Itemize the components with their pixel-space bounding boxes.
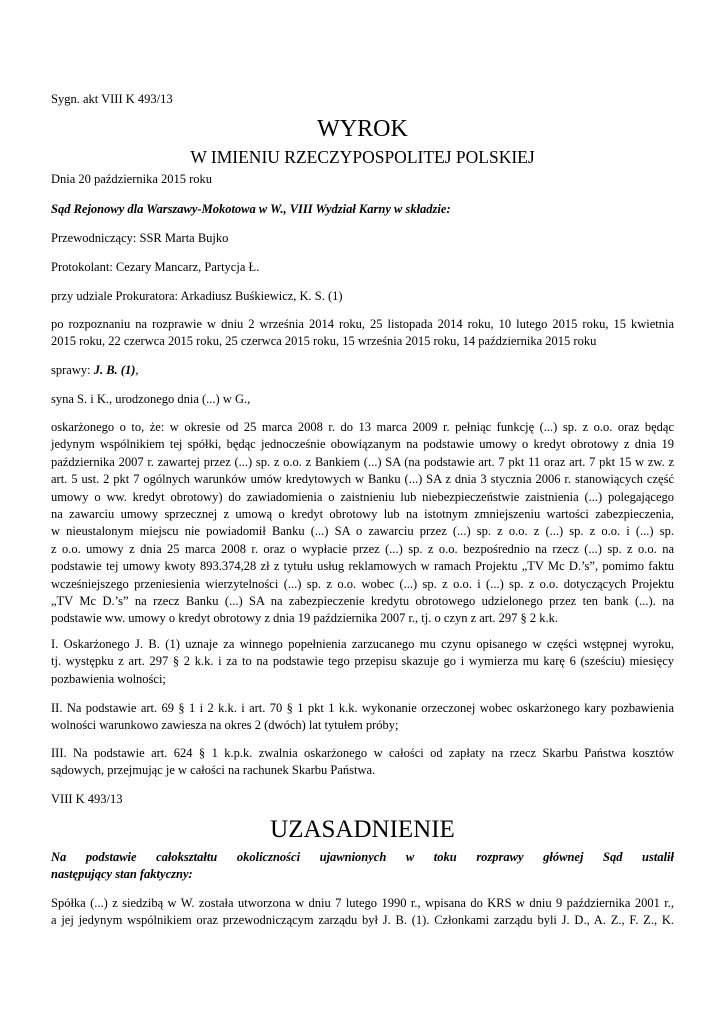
justification-signature: VIII K 493/13 bbox=[51, 792, 123, 806]
court-composition: Sąd Rejonowy dla Warszawy-Mokotowa w W., VIII Wydział Karny w składzie: bbox=[51, 202, 451, 216]
case-of-label: sprawy: bbox=[51, 363, 91, 377]
hearing-dates-line: po rozpoznaniu na rozprawie w dniu 2 września 2014 roku, 25 listopada 2014 roku, 10 lutego 2015 roku, 15 kwietnia bbox=[51, 317, 674, 331]
charge-line: podstawie ww. umowy o kredyt obrotowy z dnia 19 października 2007 r., tj. o czyn z art. 297 § 2 k.k. bbox=[51, 611, 559, 626]
judgment-date: Dnia 20 października 2015 roku bbox=[51, 172, 213, 186]
court-clerk: Protokolant: Cezary Mancarz, Partycja Ł. bbox=[51, 260, 260, 274]
facts-paragraph bbox=[51, 895, 674, 930]
verdict-line: wolności warunkowo zawiesza na okres 2 (dwóch) lat tytułem próby; bbox=[51, 718, 399, 733]
charge-line: jedynym wspólnikiem tej spółki, będąc jednocześnie obowiązanym na podstawie umowy o kredyt obrotowy z dnia 19 bbox=[51, 437, 674, 452]
verdict-item-1 bbox=[51, 636, 674, 688]
facts-line: a jej jedynym wspólnikiem oraz przewodniczącym zarządu był J. B. (1). Członkami zarządu byli J. D., A. Z., F. Z., K. bbox=[51, 913, 674, 928]
verdict-line: tj. występku z art. 297 § 2 k.k. i za to na podstawie tego przepisu skazuje go i wymierza mu karę 6 (sześciu) miesięcy bbox=[51, 654, 674, 669]
charge-line: art. 5 ust. 2 pkt 7 ogólnych warunków umów kredytowych w Banku (...) SA z dnia 3 stycznia 2006 r. stanowiących część bbox=[51, 472, 674, 487]
charge-line: w nieustalonym miejscu nie powiadomił Banku (...) SA o zawarciu przez (...) sp. z o.o. z (...) sp. z o.o. i (...) sp. bbox=[51, 524, 674, 539]
hearing-dates-line: 2015 roku, 22 czerwca 2015 roku, 25 czerwca 2015 roku, 15 września 2015 roku, 14 października 2015 roku bbox=[51, 334, 597, 349]
judgment-subtitle: W IMIENIU RZECZYPOSPOLITEJ POLSKIEJ bbox=[190, 147, 535, 167]
charge-line: na zawarciu umowy sprzecznej z umową o kredyt obrotowy lub na istotnym zmniejszeniu wartości zabezpieczenia, bbox=[51, 507, 674, 522]
hearing-dates bbox=[51, 316, 674, 351]
justification-intro-line: Na podstawie całokształtu okoliczności ujawnionych w toku rozprawy głównej Sąd ustalił bbox=[51, 850, 674, 864]
justification-intro bbox=[51, 849, 674, 884]
charge-line: „TV Mc D.’s” na rzecz Banku (...) SA na zabezpieczenie kredytu obrotowego udzielonego przez ten bank (...). na bbox=[51, 594, 674, 609]
charge-line: października 2007 r. zawartej przez (...) sp. z o.o. z Bankiem (...) SA (na podstawie art. 7 pkt 11 oraz art. 7 pkt 15 w zw. z bbox=[51, 454, 674, 469]
presiding-judge: Przewodniczący: SSR Marta Bujko bbox=[51, 231, 229, 245]
charge-text bbox=[51, 419, 674, 628]
case-of-suffix: , bbox=[135, 363, 139, 377]
charge-line: podstawie tej umowy kwoty 893.374,28 zł z tytułu usług reklamowych w ramach Projektu „TV Mc D.’s”, pomimo faktu bbox=[51, 559, 674, 574]
verdict-item-3 bbox=[51, 745, 674, 780]
facts-line: Spółka (...) z siedzibą w W. została utworzona w dniu 7 lutego 1990 r., wpisana do KRS w dniu 9 października 2001 r., bbox=[51, 896, 674, 910]
case-of bbox=[51, 362, 674, 379]
defendant-details: syna S. i K., urodzonego dnia (...) w G., bbox=[51, 392, 251, 406]
charge-line: umowy o ww. kredyt obrotowy) do zawiadomienia o zaistnieniu lub niebezpieczeństwie zaistnienia (...) polegającego bbox=[51, 489, 674, 504]
verdict-line: I. Oskarżonego J. B. (1) uznaje za winnego popełnienia zarzucanego mu czynu opisanego w części wstępnej wyroku, bbox=[51, 637, 674, 651]
verdict-item-2 bbox=[51, 700, 674, 735]
charge-line: wcześniejszego przeniesienia wierzytelności (...) sp. z o.o. wobec (...) sp. z o.o. i (...) sp. z o.o. dotyczących Projektu bbox=[51, 576, 674, 591]
verdict-line: III. Na podstawie art. 624 § 1 k.p.k. zwalnia oskarżonego w całości od zapłaty na rzecz Skarbu Państwa kosztów bbox=[51, 746, 674, 760]
verdict-line: pozbawienia wolności; bbox=[51, 671, 166, 686]
charge-line: oskarżonego o to, że: w okresie od 25 marca 2008 r. do 13 marca 2009 r. pełniąc funkcję (...) sp. z o.o. oraz będąc bbox=[51, 420, 674, 434]
prosecutor: przy udziale Prokuratora: Arkadiusz Buśkiewicz, K. S. (1) bbox=[51, 289, 343, 303]
charge-line: z o.o. umowy z dnia 25 marca 2008 r. oraz o wypłacie przez (...) sp. z o.o. bezpośrednio na rzecz (...) sp. z o.o. na bbox=[51, 541, 674, 556]
justification-title: UZASADNIENIE bbox=[270, 816, 455, 843]
justification-intro-line: następujący stan faktyczny: bbox=[51, 867, 193, 882]
defendant-name: J. B. (1) bbox=[93, 363, 136, 377]
verdict-line: II. Na podstawie art. 69 § 1 i 2 k.k. i art. 70 § 1 pkt 1 k.k. wykonanie orzeczonej wobec oskarżonego kary pozbawienia bbox=[51, 701, 674, 715]
case-signature: Sygn. akt VIII K 493/13 bbox=[51, 92, 173, 106]
judgment-title: WYROK bbox=[317, 116, 408, 142]
verdict-line: sądowych, przejmując je w całości na rachunek Skarbu Państwa. bbox=[51, 763, 376, 778]
